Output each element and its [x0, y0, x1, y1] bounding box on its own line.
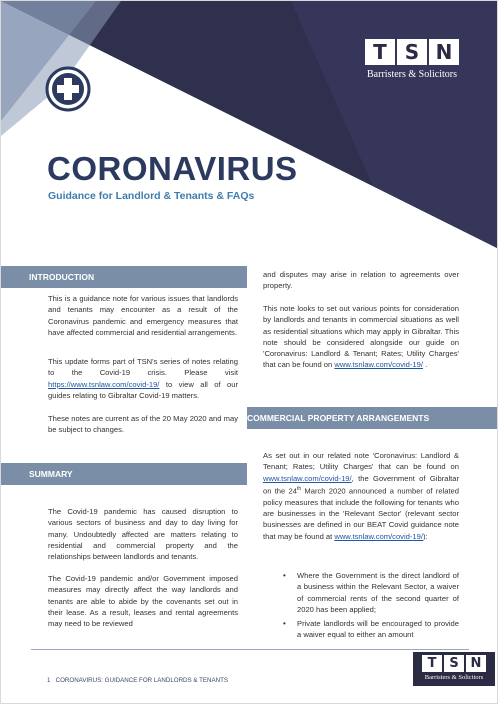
intro-paragraph-2-text-end: to view all of our guides relating to Gibraltar Covid-19 matters. — [48, 379, 238, 400]
section-heading-text: COMMERCIAL PROPERTY ARRANGEMENTS — [247, 413, 430, 423]
intro-paragraph-2 — [48, 356, 238, 401]
list-item-text: Private landlords will be encouraged to provide a waiver equal to either an amount — [297, 619, 459, 640]
ordinal-suffix: th — [296, 485, 302, 492]
page-title: CORONAVIRUS — [47, 150, 298, 187]
commercial-text-a: As set out in our related note 'Coronavirus: Landlord & Tenant; Rates; Utility Charges' that can be found on — [263, 451, 459, 472]
commercial-paragraph-1 — [263, 450, 459, 542]
footer-divider — [31, 649, 469, 650]
commercial-text-b: , the Government of Gibraltar on the 24 — [263, 473, 459, 496]
logo-letter: T — [365, 39, 395, 65]
footer-tsn-logo — [413, 652, 495, 686]
page-subtitle: Guidance for Landlord & Tenants & FAQs — [48, 190, 255, 202]
plus-circle-icon — [45, 66, 91, 112]
intro-paragraph-2-text: This update forms part of TSN's series of notes relating to the Covid-19 crisis. Please visit — [48, 357, 238, 378]
bullet-icon: • — [283, 619, 286, 629]
logo-letter: S — [444, 655, 464, 672]
covid-note-link[interactable]: www.tsnlaw.com/covid-19/ — [334, 360, 423, 370]
section-heading-summary — [1, 463, 247, 485]
logo-letter: T — [422, 655, 442, 672]
section-heading-text: INTRODUCTION — [29, 272, 95, 282]
logo-tagline: Barristers & Solicitors — [367, 69, 457, 80]
summary-paragraph-2: The Covid-19 pandemic and/or Government imposed measures may directly affect the way landlords and tenants are able to abide by the covenants set out in their lease. As a result, leases and rental agreements may need to be reviewed — [48, 574, 238, 629]
tsn-logo — [365, 39, 459, 80]
section-heading-introduction — [1, 266, 247, 288]
list-item-text: Where the Government is the direct landlord of a business within the Relevant Sector, a waiver of commercial rents of the second quarter of 2020 has been applied; — [297, 571, 459, 614]
commercial-link-2[interactable]: www.tsnlaw.com/covid-19/ — [334, 531, 423, 541]
footer-logo-tagline: Barristers & Solicitors — [424, 674, 484, 681]
intro-paragraph-3: These notes are current as of the 20 May 2020 and may be subject to changes. — [48, 414, 238, 435]
list-item — [263, 618, 459, 641]
note-paragraph-text-end: . — [423, 360, 428, 370]
bullet-icon: • — [283, 571, 286, 580]
covid-guides-link[interactable]: https://www.tsnlaw.com/covid-19/ — [48, 379, 160, 389]
logo-letter: S — [397, 39, 427, 65]
logo-letters — [365, 39, 459, 65]
continued-paragraph: and disputes may arise in relation to agreements over property. — [263, 270, 459, 291]
commercial-text-d: ): — [422, 531, 428, 541]
page-number: 1 — [47, 677, 51, 684]
footer-caption — [47, 677, 228, 684]
summary-paragraph-1: The Covid-19 pandemic has caused disruption to various sectors of business and day to day living for many. Undoubtedly affected are matters relating to residential and commercial property and the relationships between landlords and tenants. — [48, 507, 238, 562]
commercial-link-1[interactable]: www.tsnlaw.com/covid-19/ — [263, 473, 352, 483]
footer-doc-title: CORONAVIRUS: GUIDANCE FOR LANDLORDS & TENANTS — [55, 677, 228, 684]
commercial-text-c: March 2020 announced a number of related policy measures that include the following for tenants who are businesses in the 'Relevant Sector' (relevant sector businesses are defined in our BEAT Covid guidance note that may be found at — [263, 486, 460, 541]
logo-letter: N — [466, 655, 486, 672]
logo-letter: N — [429, 39, 459, 65]
note-paragraph-text: This note looks to set out various points for consideration by landlords and tenants in commercial situations as well as residential situations which may apply in Gibraltar. This note should be considered alongside our guide on 'Coronavirus: Landlord & Tenant; Rates; Utility Charges' that can be found on — [263, 304, 459, 370]
footer-logo-letters — [417, 655, 491, 672]
intro-paragraph-1: This is a guidance note for various issues that landlords and tenants may encounter as a result of the Coronavirus pandemic and emergency measures that have affected commercial and residential arrangements. — [48, 294, 238, 337]
section-heading-commercial — [247, 407, 498, 429]
hero-banner — [1, 1, 498, 261]
list-item — [263, 570, 459, 615]
note-paragraph — [263, 303, 459, 371]
section-heading-text: SUMMARY — [29, 469, 73, 479]
commercial-bullet-list — [263, 570, 459, 644]
